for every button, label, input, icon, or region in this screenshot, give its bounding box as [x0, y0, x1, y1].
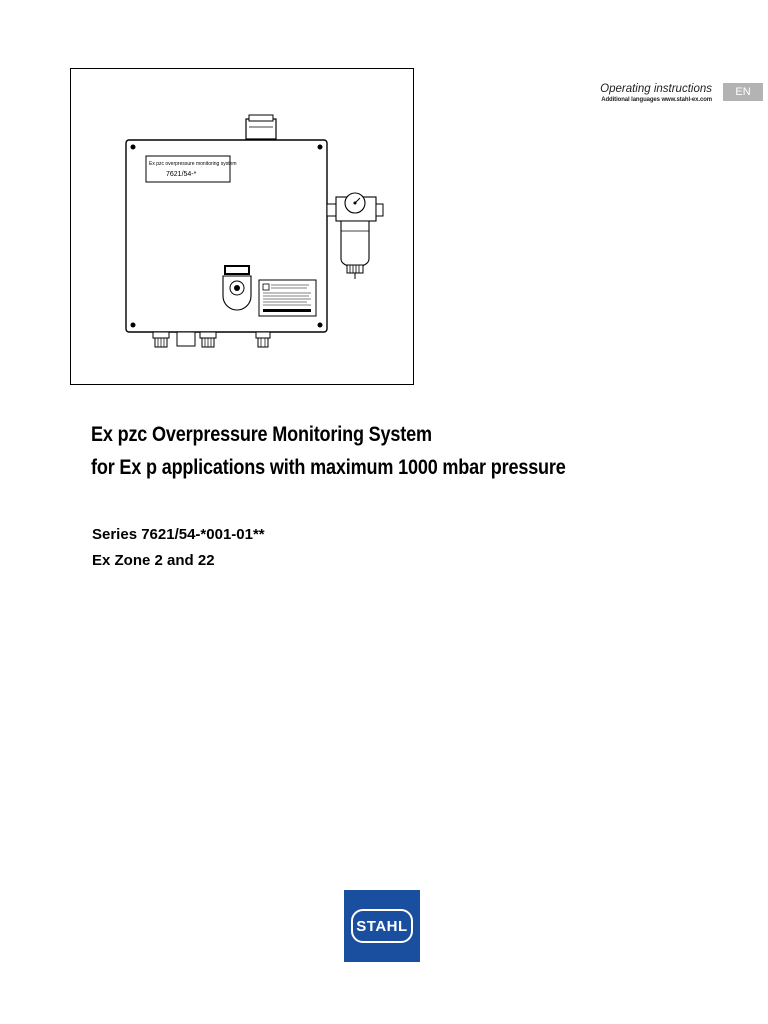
- logo-ring: [351, 909, 413, 943]
- language-badge: EN: [723, 83, 763, 101]
- figure-label-line1: Ex pzc overpressure monitoring system: [149, 161, 237, 167]
- enclosure-drawing: [71, 69, 415, 386]
- series-number: Series 7621/54-*001-01**: [92, 526, 265, 543]
- ex-zone: Ex Zone 2 and 22: [92, 552, 215, 569]
- logo-text: STAHL: [356, 917, 408, 935]
- additional-languages-note: Additional languages www.stahl-ex.com: [601, 97, 712, 103]
- document-title-line2: for Ex p applications with maximum 1000 mbar pressure: [91, 456, 566, 479]
- document-type: Operating instructions: [600, 83, 712, 95]
- figure-label-line2: 7621/54-*: [166, 171, 197, 178]
- stahl-logo: [344, 890, 420, 962]
- document-title-line1: Ex pzc Overpressure Monitoring System: [91, 423, 432, 446]
- product-illustration: [70, 68, 414, 385]
